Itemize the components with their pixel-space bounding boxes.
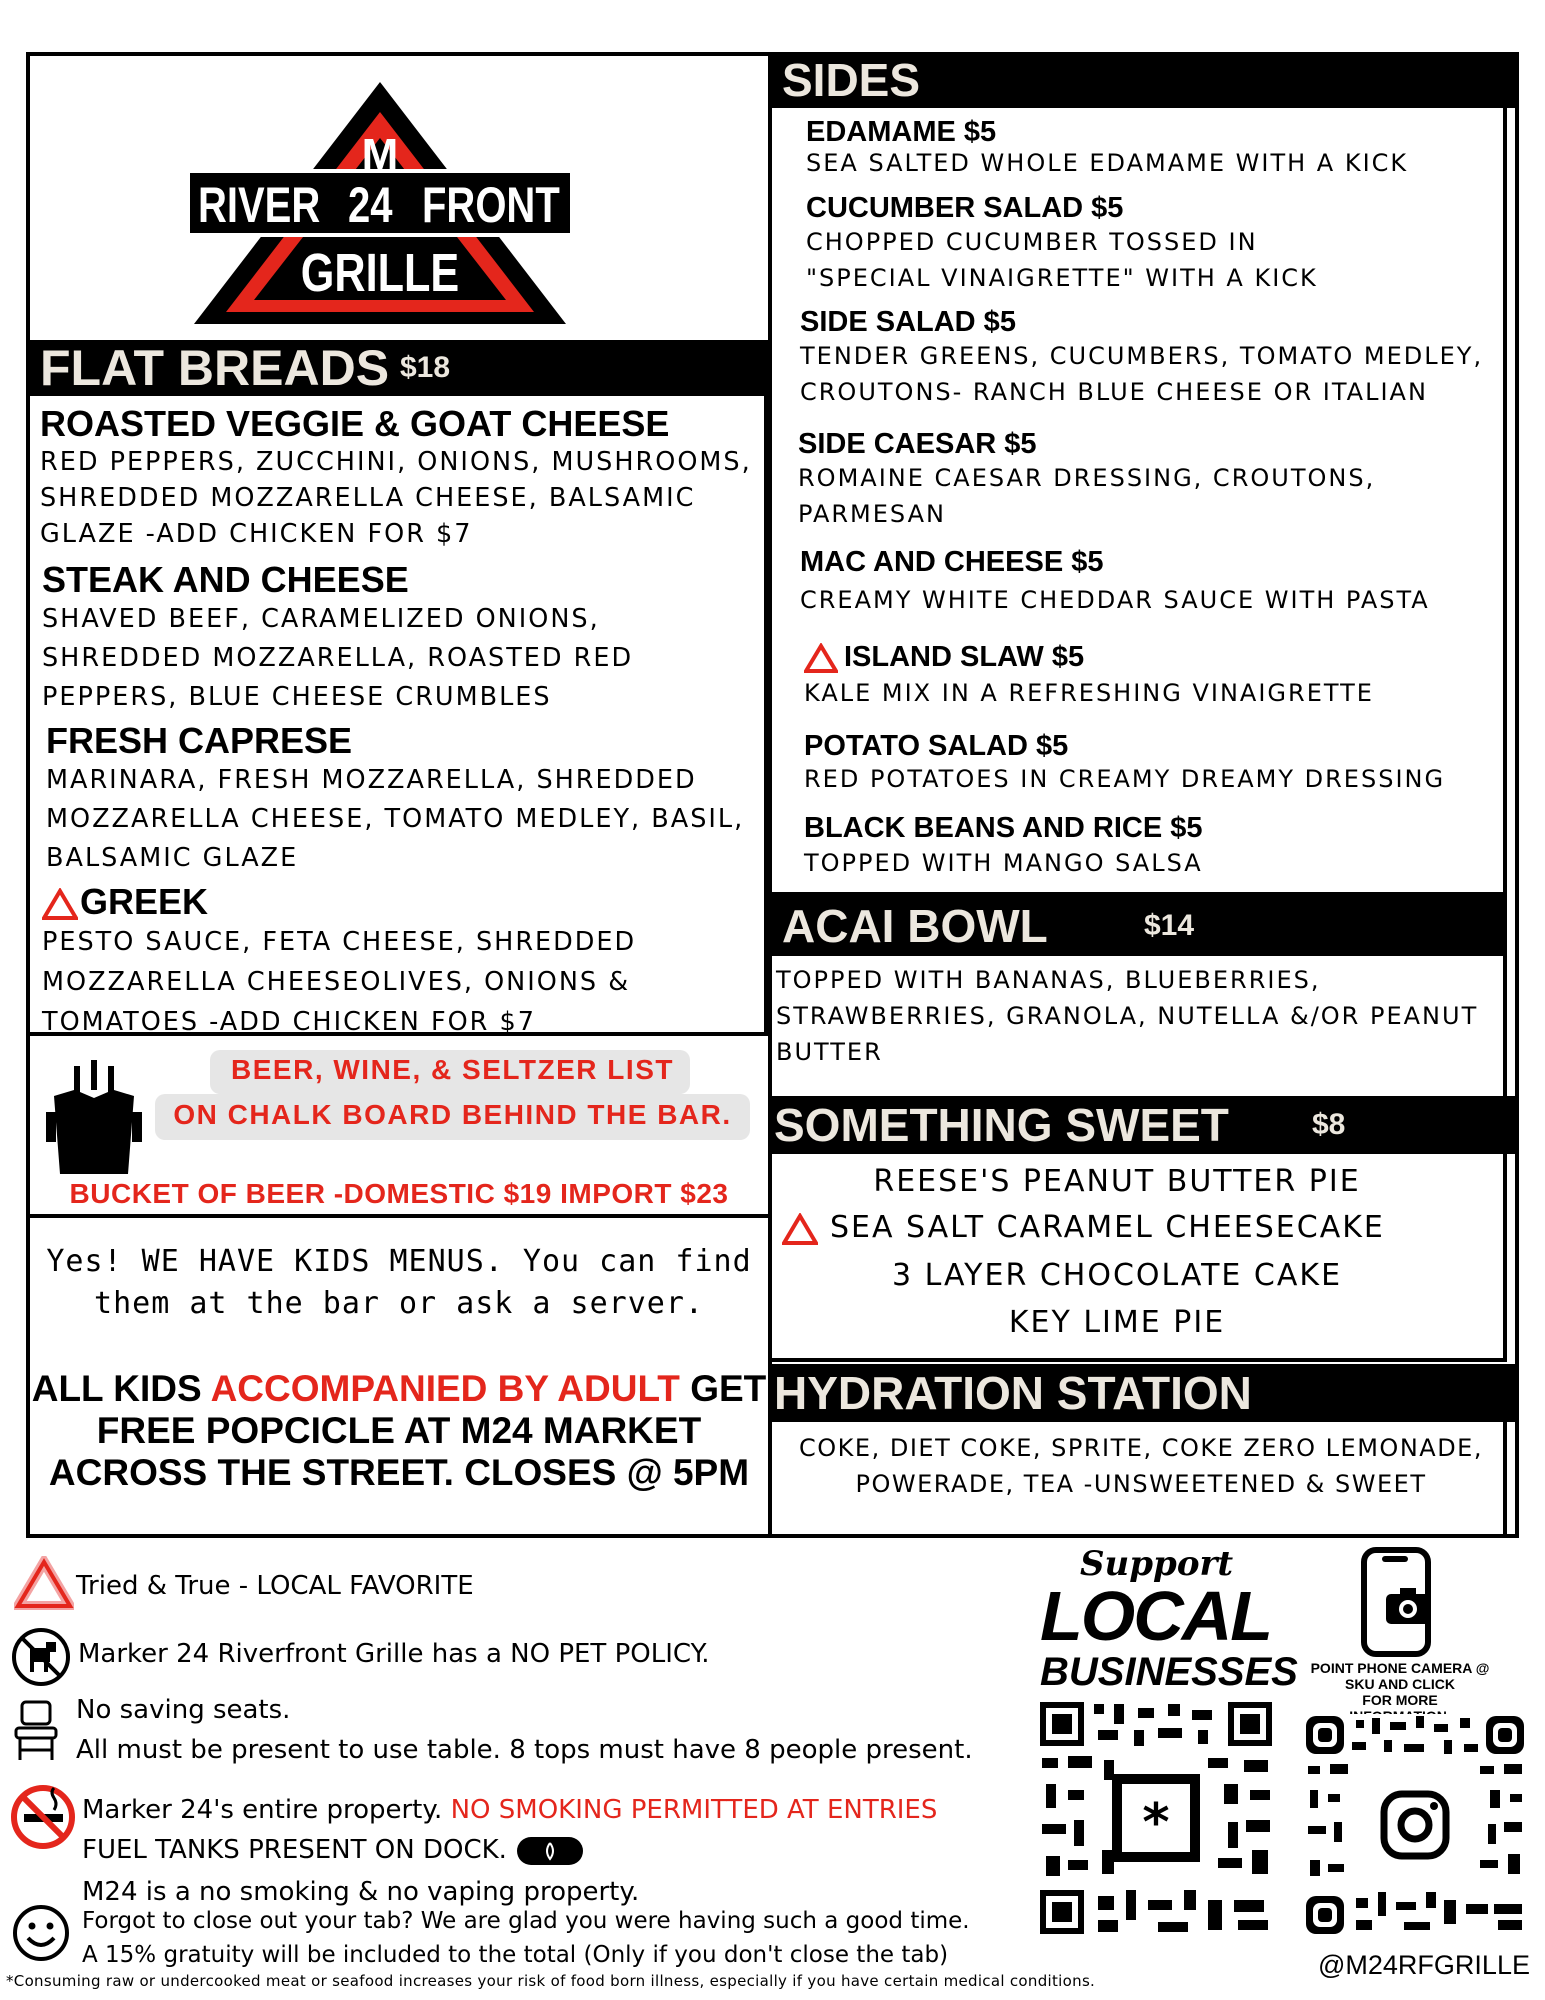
side-desc: TENDER GREENS, CUCUMBERS, TOMATO MEDLEY,: [800, 342, 1484, 370]
flatbreads-price: $18: [400, 351, 451, 384]
flatbreads-title: FLAT BREADS: [40, 340, 390, 396]
sweet-item-row: [782, 1210, 1482, 1245]
sides-title: SIDES: [782, 54, 921, 106]
smoking-text: Marker 24's entire property.: [82, 1795, 451, 1825]
side-item: [806, 192, 1318, 296]
local-favorite-icon: [42, 888, 78, 920]
support-script: Support: [1080, 1544, 1234, 1584]
logo: [190, 78, 570, 328]
flatbread-name: GREEK: [80, 881, 209, 922]
acai-desc-line: TOPPED WITH BANANAS, BLUEBERRIES,: [776, 966, 1321, 994]
logo-river: RIVER: [198, 177, 321, 233]
svg-text:*: *: [1142, 1793, 1170, 1853]
flatbread-item: [42, 882, 636, 1042]
legend-tab: Forgot to close out your tab? We are glad you were having such a good time.: [82, 1908, 970, 1934]
flatbread-desc: PEPPERS, BLUE CHEESE CRUMBLES: [42, 682, 552, 712]
side-name: SIDE SALAD $5: [800, 306, 1016, 338]
hydration-line: COKE, DIET COKE, SPRITE, COKE ZERO LEMONADE,: [799, 1434, 1483, 1462]
side-item: [806, 116, 1408, 178]
side-name: MAC AND CHEESE $5: [800, 546, 1104, 578]
flatbreads-header: [30, 340, 768, 396]
fuel-tank-icon: [515, 1833, 585, 1869]
flatbread-item: [46, 721, 744, 878]
sweet-title: SOMETHING SWEET: [774, 1099, 1229, 1151]
side-name: CUCUMBER SALAD $5: [806, 192, 1124, 224]
acai-header: [772, 896, 1507, 956]
no-smoking-icon: [10, 1784, 76, 1850]
legend-smoking: [82, 1790, 937, 1830]
kids-line2: them at the bar or ask a server.: [94, 1286, 704, 1321]
side-item: [798, 428, 1375, 532]
side-desc: KALE MIX IN A REFRESHING VINAIGRETTE: [804, 679, 1374, 708]
side-desc: ROMAINE CAESAR DRESSING, CROUTONS,: [798, 464, 1376, 492]
side-name: BLACK BEANS AND RICE $5: [804, 812, 1203, 844]
kids-bold-text: ALL KIDS: [31, 1368, 211, 1409]
legend-pet: Marker 24 Riverfront Grille has a NO PET POLICY.: [78, 1639, 710, 1669]
chair-icon: [12, 1698, 60, 1762]
flatbread-name: ROASTED VEGGIE & GOAT CHEESE: [40, 403, 670, 444]
qr-code-support[interactable]: [1038, 1700, 1274, 1936]
sweet-header: [772, 1096, 1519, 1154]
sweet-item: SEA SALT CARAMEL CHEESECAKE: [830, 1210, 1385, 1245]
side-name-row: [804, 641, 1374, 673]
logo-24: 24: [348, 177, 393, 233]
legend-fuel: [82, 1830, 585, 1870]
flatbread-desc: PESTO SAUCE, FETA CHEESE, SHREDDED: [42, 927, 637, 957]
side-item: [800, 546, 1430, 622]
beer-list-line2: ON CHALK BOARD BEHIND THE BAR.: [173, 1099, 732, 1130]
flatbread-desc: BALSAMIC GLAZE: [46, 843, 299, 873]
legend-seats: All must be present to use table. 8 tops must have 8 people present.: [76, 1735, 973, 1765]
acai-desc-line: BUTTER: [776, 1038, 883, 1066]
flatbread-item: [42, 560, 633, 717]
kids-bold-text: GET: [679, 1368, 767, 1409]
acai-desc: [776, 962, 1478, 1070]
phone-instruction: POINT PHONE CAMERA @: [1310, 1660, 1490, 1676]
fuel-text: FUEL TANKS PRESENT ON DOCK.: [82, 1835, 507, 1865]
flatbread-desc: SHAVED BEEF, CARAMELIZED ONIONS,: [42, 604, 600, 634]
side-name: ISLAND SLAW $5: [844, 641, 1085, 673]
local-favorite-icon: [782, 1213, 818, 1245]
side-desc: TOPPED WITH MANGO SALSA: [804, 849, 1203, 877]
side-desc: CHOPPED CUCUMBER TOSSED IN: [806, 228, 1258, 256]
qr-code-instagram[interactable]: [1304, 1714, 1526, 1936]
flatbread-item: [40, 404, 752, 552]
sides-header: [772, 52, 1519, 108]
acai-desc-line: STRAWBERRIES, GRANOLA, NUTELLA &/OR PEANUT: [776, 1002, 1479, 1030]
acai-title: ACAI BOWL: [782, 900, 1048, 952]
logo-front: FRONT: [422, 177, 560, 233]
legend-no-vaping: M24 is a no smoking & no vaping property.: [82, 1877, 640, 1907]
legend-tab: A 15% gratuity will be included to the total (Only if you don't close the tab): [82, 1942, 949, 1968]
local-favorite-icon: [14, 1556, 74, 1610]
hydration-header: [772, 1364, 1519, 1422]
side-name: EDAMAME $5: [806, 116, 997, 148]
phone-camera-icon: [1360, 1546, 1436, 1658]
support-businesses: BUSINESSES: [1040, 1650, 1298, 1694]
hydration-line: POWERADE, TEA -UNSWEETENED & SWEET: [855, 1470, 1427, 1498]
legend-seats: No saving seats.: [76, 1695, 291, 1725]
kids-popsicle-line3: ACROSS THE STREET. CLOSES @ 5PM: [48, 1452, 750, 1493]
side-name: SIDE CAESAR $5: [798, 428, 1037, 460]
flatbread-desc: SHREDDED MOZZARELLA, ROASTED RED: [42, 643, 634, 673]
flatbread-name-row: [42, 882, 636, 922]
beer-list-line1: BEER, WINE, & SELTZER LIST: [231, 1054, 674, 1085]
side-desc: "SPECIAL VINAIGRETTE" WITH A KICK: [806, 264, 1318, 292]
side-item: [804, 730, 1445, 796]
sweet-item: REESE'S PEANUT BUTTER PIE: [873, 1164, 1361, 1199]
side-item: [800, 306, 1483, 410]
flatbread-desc: RED PEPPERS, ZUCCHINI, ONIONS, MUSHROOMS,: [40, 447, 752, 477]
kids-accompanied: ACCOMPANIED BY ADULT: [210, 1368, 680, 1409]
disclaimer: *Consuming raw or undercooked meat or seafood increases your risk of food born illness, especially if you have certain medical conditions.: [6, 1972, 1096, 1990]
flatbread-desc: SHREDDED MOZZARELLA CHEESE, BALSAMIC: [40, 483, 696, 513]
flatbread-desc: MOZZARELLA CHEESEOLIVES, ONIONS &: [42, 967, 631, 997]
local-favorite-icon: [804, 643, 838, 673]
side-item: [804, 812, 1203, 882]
bucket-of-beer: BUCKET OF BEER -DOMESTIC $19 IMPORT $23: [69, 1178, 729, 1209]
instagram-handle: @M24RFGRILLE: [1318, 1950, 1530, 1980]
hydration-title: HYDRATION STATION: [774, 1367, 1252, 1419]
sweet-item: 3 LAYER CHOCOLATE CAKE: [891, 1258, 1343, 1293]
side-desc: PARMESAN: [798, 500, 946, 528]
smiley-icon: [12, 1904, 70, 1962]
side-desc: CROUTONS- RANCH BLUE CHEESE OR ITALIAN: [800, 378, 1428, 406]
side-name: POTATO SALAD $5: [804, 730, 1069, 762]
kids-popsicle-line2: FREE POPCICLE AT M24 MARKET: [96, 1410, 702, 1451]
side-desc: RED POTATOES IN CREAMY DREAMY DRESSING: [804, 765, 1446, 793]
support-local: LOCAL: [1040, 1577, 1272, 1655]
beer-bottles-icon: [44, 1046, 144, 1176]
flatbread-desc: TOMATOES -ADD CHICKEN FOR $7: [42, 1007, 536, 1037]
side-desc: CREAMY WHITE CHEDDAR SAUCE WITH PASTA: [800, 586, 1430, 614]
logo-m: M: [361, 130, 399, 179]
sweet-item: KEY LIME PIE: [1008, 1305, 1226, 1340]
flatbread-name: FRESH CAPRESE: [46, 720, 353, 761]
kids-popsicle-line1: [30, 1368, 768, 1410]
phone-instruction: FOR MORE: [1362, 1692, 1438, 1708]
side-desc: SEA SALTED WHOLE EDAMAME WITH A KICK: [806, 149, 1409, 177]
logo-grille: GRILLE: [300, 243, 460, 303]
sweet-price: $8: [1312, 1108, 1346, 1141]
kids-line1: Yes! WE HAVE KIDS MENUS. You can find: [46, 1244, 752, 1279]
phone-instruction: SKU AND CLICK: [1345, 1676, 1455, 1692]
legend-tried: Tried & True - LOCAL FAVORITE: [76, 1571, 474, 1601]
acai-price: $14: [1144, 909, 1195, 942]
flatbread-name: STEAK AND CHEESE: [42, 559, 409, 600]
smoking-warning: NO SMOKING PERMITTED AT ENTRIES: [450, 1795, 938, 1825]
flatbread-desc: MARINARA, FRESH MOZZARELLA, SHREDDED: [46, 765, 697, 795]
side-item: [804, 641, 1374, 713]
flatbread-desc: MOZZARELLA CHEESE, TOMATO MEDLEY, BASIL,: [46, 804, 745, 834]
flatbread-desc: GLAZE -ADD CHICKEN FOR $7: [40, 519, 473, 549]
no-pet-icon: [10, 1626, 72, 1688]
